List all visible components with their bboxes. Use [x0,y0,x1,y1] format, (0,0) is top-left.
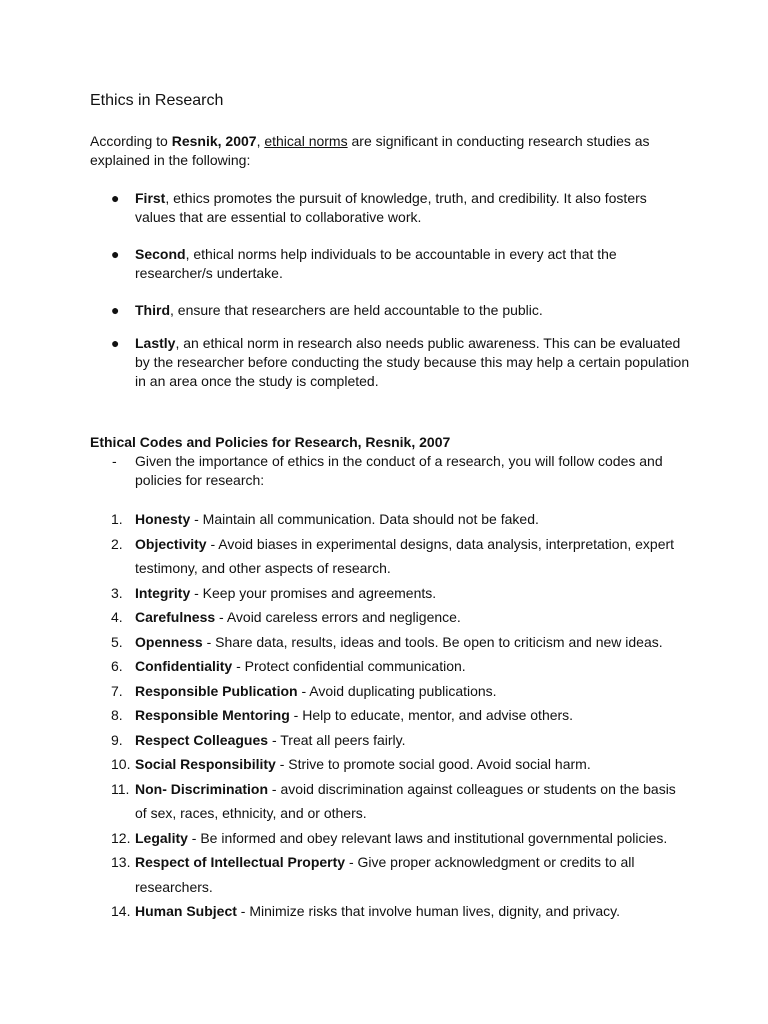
code-item [90,899,690,924]
page-title: Ethics in Research [90,92,224,109]
code-text: - Minimize risks that involve human lives, dignity, and privacy. [236,903,620,919]
code-text: - Help to educate, mentor, and advise others. [289,707,574,723]
code-text: - Protect confidential communication. [232,658,466,674]
code-number: 3. [111,584,123,601]
code-lead: Openness [135,633,203,650]
bullet-text: , ethics promotes the pursuit of knowledge, truth, and credibility. It also fosters values that are essential to collaborative work. [135,190,647,225]
code-number: 14. [111,903,131,919]
intro-source: Resnik, 2007 [171,133,257,149]
code-number: 8. [111,707,123,723]
bullet-lead: Lastly [135,335,176,351]
code-lead: Human Subject [135,903,237,919]
code-lead: Objectivity [135,535,207,552]
code-number: 11. [111,780,130,797]
bullet-lead: Second [135,246,186,262]
code-text: - Be informed and obey relevant laws and institutional governmental policies. [187,829,668,846]
code-item [90,826,690,851]
code-item [90,850,690,899]
code-lead: Responsible Publication [135,682,298,699]
code-number: 2. [111,535,123,552]
section-note-text: Given the importance of ethics in the conduct of a research, you will follow codes and policies for research: [135,453,663,488]
code-item [90,581,690,606]
bullet-dot-icon: ● [111,246,120,262]
code-lead: Non- Discrimination [135,780,269,797]
bullet-lead: First [135,190,166,206]
code-item [90,777,690,826]
code-number: 5. [111,633,123,650]
code-number: 13. [111,854,131,870]
code-lead: Honesty [135,511,191,527]
bullet-dot-icon: ● [111,190,120,206]
code-lead: Integrity [135,584,191,601]
code-text: - Avoid duplicating publications. [297,682,497,699]
bullet-dot-icon: ● [111,302,120,318]
code-lead: Social Responsibility [135,756,276,772]
section-heading: Ethical Codes and Policies for Research, Resnik, 2007 [90,434,451,450]
code-item [90,532,690,581]
intro-comma: , [256,133,265,149]
code-text: - Treat all peers fairly. [268,731,406,748]
benefits-bullet-list [90,189,690,409]
code-item [90,507,690,532]
code-item [90,630,690,655]
code-lead: Carefulness [135,609,216,625]
code-number: 7. [111,682,123,699]
bullet-text: , an ethical norm in research also needs public awareness. This can be evaluated by the researcher before conducting the study because this may help a certain population in an area once the study is completed. [135,335,690,389]
ethical-norms-link[interactable]: ethical norms [264,133,348,149]
code-number: 1. [111,511,123,527]
code-lead: Legality [135,829,188,846]
bullet-item [90,189,690,227]
code-text: - Avoid biases in experimental designs, data analysis, interpretation, expert testimony, and other aspects of research. [135,535,675,576]
intro-before: According to [90,133,172,149]
code-number: 6. [111,658,123,674]
bullet-item [90,301,690,320]
code-text: - Avoid careless errors and negligence. [215,609,461,625]
code-text: - Strive to promote social good. Avoid social harm. [275,756,591,772]
codes-list [90,507,690,924]
code-item [90,752,690,777]
code-item [90,679,690,704]
bullet-item [90,334,690,391]
code-number: 12. [111,829,131,846]
code-number: 10. [111,756,131,772]
code-lead: Responsible Mentoring [135,707,290,723]
code-text: - Keep your promises and agreements. [190,584,437,601]
code-item [90,654,690,679]
code-lead: Respect Colleagues [135,731,269,748]
code-item [90,728,690,753]
code-item [90,703,690,728]
code-text: - Share data, results, ideas and tools. Be open to criticism and new ideas. [202,633,663,650]
intro-paragraph [90,132,650,170]
code-lead: Confidentiality [135,658,233,674]
code-text: - Maintain all communication. Data should not be faked. [190,511,539,527]
intro-after: are significant in conducting research studies as explained in the following: [90,133,650,168]
code-text: - Give proper acknowledgment or credits to all researchers. [135,854,635,895]
bullet-text: , ensure that researchers are held accountable to the public. [170,302,543,318]
section-note [90,452,670,490]
code-number: 9. [111,731,123,748]
bullet-lead: Third [135,302,170,318]
dash-icon: - [112,453,117,469]
code-text: - avoid discrimination against colleagues or students on the basis of sex, races, ethnicity, and or others. [135,780,676,821]
code-number: 4. [111,609,123,625]
bullet-text: , ethical norms help individuals to be accountable in every act that the researcher/s undertake. [135,246,617,281]
bullet-dot-icon: ● [111,335,120,351]
bullet-item [90,245,690,283]
code-lead: Respect of Intellectual Property [135,854,346,870]
code-item [90,605,690,630]
